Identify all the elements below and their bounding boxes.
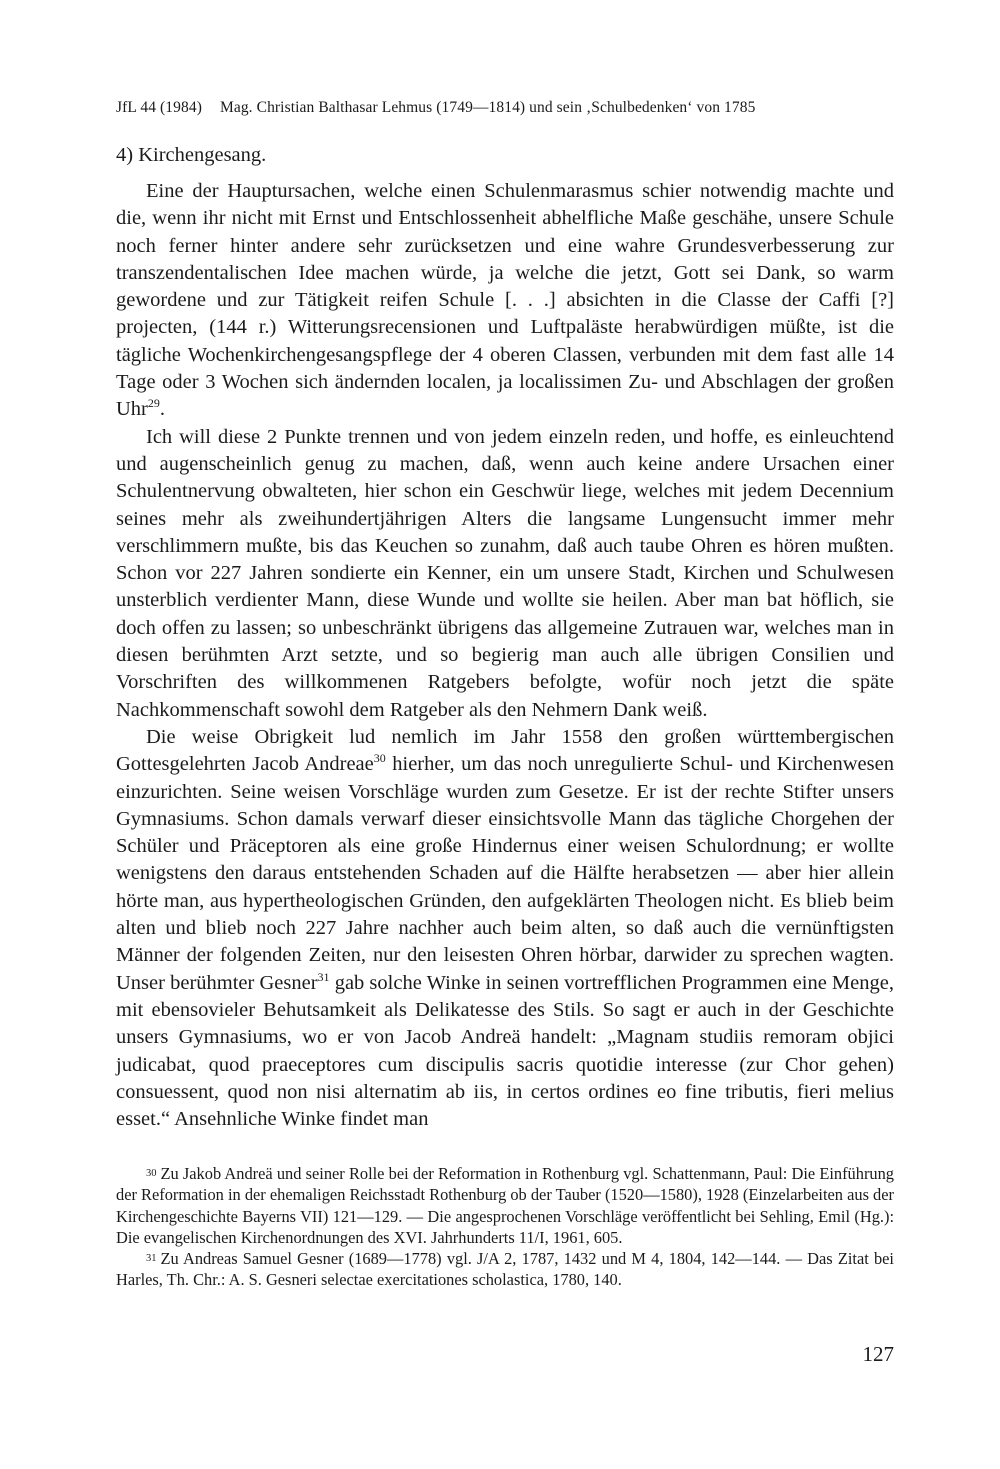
footnote-30-number: 30 [146,1168,157,1179]
footnote-ref-29[interactable]: 29 [147,396,160,411]
footnote-31-number: 31 [146,1253,157,1265]
footnote-ref-30[interactable]: 30 [373,751,386,766]
page-number: 127 [862,1342,894,1366]
paragraph-3-text-before: Die weise Obrigkeit lud nemlich im Jahr 1558 den großen württembergischen Gottesgelehrten Jacob Andreae [116,725,894,776]
paragraph-3 [116,724,894,1133]
footnote-31-text: Zu Andreas Samuel Gesner (1689—1778) vgl. J/A 2, 1787, 1432 und M 4, 1804, 142—144. — Das Zitat bei Harles, Th. Chr.: A. S. Gesneri selectae exercitationes scholastica, 1780, 140. [116,1249,894,1290]
footnote-30 [116,1163,894,1248]
section-heading: 4) Kirchengesang. [116,144,267,166]
paragraph-1-end: . [159,398,166,421]
paragraph-1-text: Eine der Hauptursachen, welche einen Schulenmarasmus schier notwendig machte und die, wenn ihr nicht mit Ernst und Entschlossenheit abhelfliche Maße geschähe, unsere Schule noch ferner hinter andere sehr zurücksetzen und eine wahre Grundesverbesserung zur transzendentalischen Idee machen würde, ja welche die jetzt, Gott sei Dank, so warm gewordene und zur Tätigkeit reifen Schule [. . .] absichten in die Classe der Caffi [?] projecten, (144 r.) Witterungsrecensionen und Luftpaläste herabwürdigen müßte, ist die tägliche Wochenkirchengesangspflege der 4 oberen Classen, verbunden mit dem fast alle 14 Tage oder 3 Wochen sich ändernden localen, ja localissimen Zu- und Abschlagen der großen Uhr [116,180,894,421]
body-text [116,178,894,1133]
paragraph-3-text-after: gab solche Winke in seinen vortrefflichen Programmen eine Menge, mit ebensovieler Behutsamkeit als Delikatesse des Stils. So sagt er auch in der Geschichte unsers Gymnasiums, wo er von Jacob Andreä handelt: „Magnam studiis remoram objici judicabat, quod praeceptores cum discipulis sacris quotidie interesse (zur Chor gehen) consuessent, quod non nisi alternatim ab iis, in certos ordines eo fine tributis, fieri melius esset.“ Ansehnliche Winke findet man [116,971,894,1131]
article-title: Mag. Christian Balthasar Lehmus (1749—1814) und sein ‚Schulbedenken‘ von 1785 [219,99,756,116]
paragraph-3-text-middle: hierher, um das noch unregulierte Schul- und Kirchenwesen einzurichten. Seine weisen Vorschläge wurden zum Gesetze. Er ist der rechte Stifter unsers Gymnasiums. Schon damals verwarf dieser einsichtsvolle Mann das tägliche Chorgehen der Schüler und Präceptoren als eine große Hindernus einer weisen Schulordnung; er wollte wenigstens den daraus entstehenden Schaden auf die Hälfte herabsetzen — aber hier allein hörte man, aus hypertheologischen Gründen, den aufgeklärten Theologen nicht. Es blieb beim alten und blieb noch 227 Jahre nachher auch beim alten, so daß auch die vernünftigsten Männer der folgenden Zeiten, nur den leisesten Ohren hörbar, darwider zu sprechen wagten. Unser berühmter Gesner [116,753,894,994]
journal-reference: JfL 44 (1984) [116,99,202,116]
page-content [116,98,894,1133]
footnote-31 [116,1248,894,1291]
footnotes [116,1163,894,1291]
footnote-30-text: Zu Jakob Andreä und seiner Rolle bei der Reformation in Rothenburg vgl. Schattenmann, Paul: Die Einführung der Reformation in der ehemaligen Reichsstadt Rothenburg ob der Tauber (1520—1580), 1928 (Einzelarbeiten aus der Kirchengeschichte Bayerns VII) 121—129. — Die angesprochenen Vorschläge veröffentlicht bei Sehling, Emil (Hg.): Die evangelischen Kirchenordnungen des XVI. Jahrhunderts 11/I, 1961, 605. [116,1164,894,1247]
footnote-ref-31[interactable]: 31 [317,969,330,984]
running-head [116,98,894,118]
paragraph-2: Ich will diese 2 Punkte trennen und von jedem einzeln reden, und hoffe, es einleuchtend und augenscheinlich genug zu machen, daß, wenn auch keine andere Ursachen einer Schulentnervung obwalteten, hier schon ein Geschwür liege, welches mit jedem Decennium seines mehr als zweihundertjährigen Alters die langsame Lungensucht immer mehr verschlimmern mußte, bis das Keuchen so zunahm, daß auch taube Ohren es hören mußten. Schon vor 227 Jahren sondierte ein Kenner, ein um unsere Stadt, Kirchen und Schulwesen unsterblich verdienter Mann, diese Wunde und wollte sie heilen. Aber man bat höflich, sie doch offen zu lassen; so unbeschränkt übrigens das allgemeine Zutrauen war, welches man in diesen berühmten Arzt setzte, und so begierig man auch alle übrigen Consilien und Vorschriften des willkommenen Ratgebers befolgte, wofür noch jetzt die späte Nachkommenschaft sowohl dem Ratgeber als den Nehmern Dank weiß. [116,425,894,721]
paragraph-1 [116,178,894,424]
